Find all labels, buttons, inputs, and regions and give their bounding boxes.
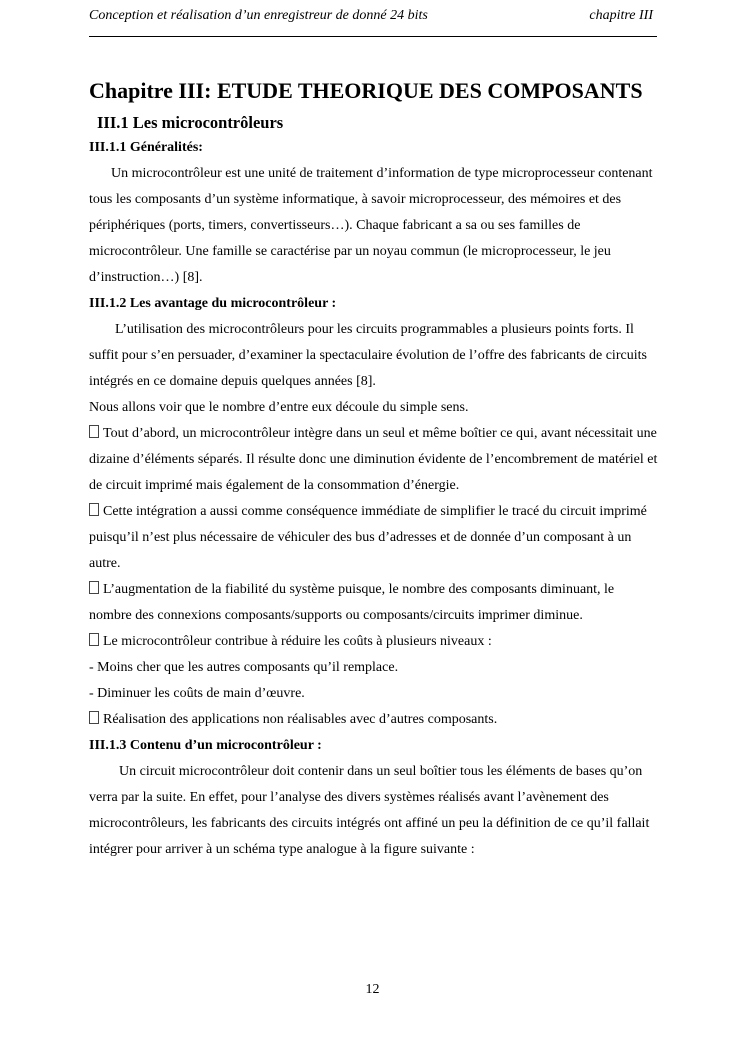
bullet-item (89, 421, 659, 499)
paragraph-intro: Nous allons voir que le nombre d’entre eux découle du simple sens. (89, 400, 469, 415)
bullet-box-icon (89, 425, 99, 438)
paragraph-contents: Un circuit microcontrôleur doit contenir dans un seul boîtier tous les éléments de bases qu’on verra par la suite. En effet, pour l’analyse des divers systèmes réalisés avant l’avènement des microcontrôleurs, les fabricants des circuits intégrés ont affiné un peu la définition de ce qu’il fallait intégrer pour arriver à un schéma type analogue à la figure suivante : (89, 764, 650, 857)
bullet-text: L’augmentation de la fiabilité du système puisque, le nombre des composants diminuant, le nombre des connexions composants/supports ou composants/circuits imprimer diminue. (89, 582, 615, 623)
dash-item: - Diminuer les coûts de main d’œuvre. (89, 686, 305, 701)
subsection-title-generalities: III.1.1 Généralités: (89, 140, 203, 155)
bullet-box-icon (89, 503, 99, 516)
bullet-box-icon (89, 633, 99, 646)
paragraph-advantages: L’utilisation des microcontrôleurs pour les circuits programmables a plusieurs points forts. Il suffit pour s’en persuader, d’examiner la spectaculaire évolution de l’offre des fabricants de circuits intégrés en ce domaine depuis quelques années [8]. (89, 322, 647, 389)
section-title-microcontrollers: III.1 Les microcontrôleurs (97, 113, 284, 132)
bullet-item (89, 499, 659, 577)
chapter-title: Chapitre III: ETUDE THEORIQUE DES COMPOSANTS (89, 78, 643, 103)
header-document-title: Conception et réalisation d’un enregistreur de donné 24 bits (89, 8, 428, 23)
bullet-item (89, 629, 659, 655)
dash-item: - Moins cher que les autres composants qu’il remplace. (89, 660, 399, 675)
bullet-box-icon (89, 581, 99, 594)
bullet-item (89, 577, 659, 629)
paragraph-generalities: Un microcontrôleur est une unité de traitement d’information de type microprocesseur contenant tous les composants d’un système informatique, à savoir microprocesseur, des mémoires et des périphériques (ports, timers, convertisseurs…). Chaque fabricant a sa ou ses familles de microcontrôleur. Une famille se caractérise par un noyau commun (le microprocesseur, le jeu d’instruction…) [8]. (89, 166, 653, 285)
page-header (89, 6, 657, 37)
bullet-item (89, 707, 659, 733)
page-number: 12 (365, 982, 380, 997)
subsection-title-contents: III.1.3 Contenu d’un microcontrôleur : (89, 738, 322, 753)
bullet-text: Cette intégration a aussi comme conséquence immédiate de simplifier le tracé du circuit imprimé puisqu’il n’est plus nécessaire de véhiculer des bus d’adresses et de donnée d’un composant à un autre. (89, 504, 647, 571)
bullet-text: Tout d’abord, un microcontrôleur intègre dans un seul et même boîtier ce qui, avant nécessitait une dizaine d’éléments séparés. Il résulte donc une diminution évidente de l’encombrement de matériel et de circuit imprimé mais également de la consommation d’énergie. (89, 426, 658, 493)
bullet-text: Réalisation des applications non réalisables avec d’autres composants. (103, 712, 498, 727)
bullet-text: Le microcontrôleur contribue à réduire les coûts à plusieurs niveaux : (103, 634, 492, 649)
bullet-box-icon (89, 711, 99, 724)
subsection-title-advantages: III.1.2 Les avantage du microcontrôleur : (89, 296, 337, 311)
header-chapter-label: chapitre III (589, 8, 653, 23)
page-content (89, 76, 659, 863)
